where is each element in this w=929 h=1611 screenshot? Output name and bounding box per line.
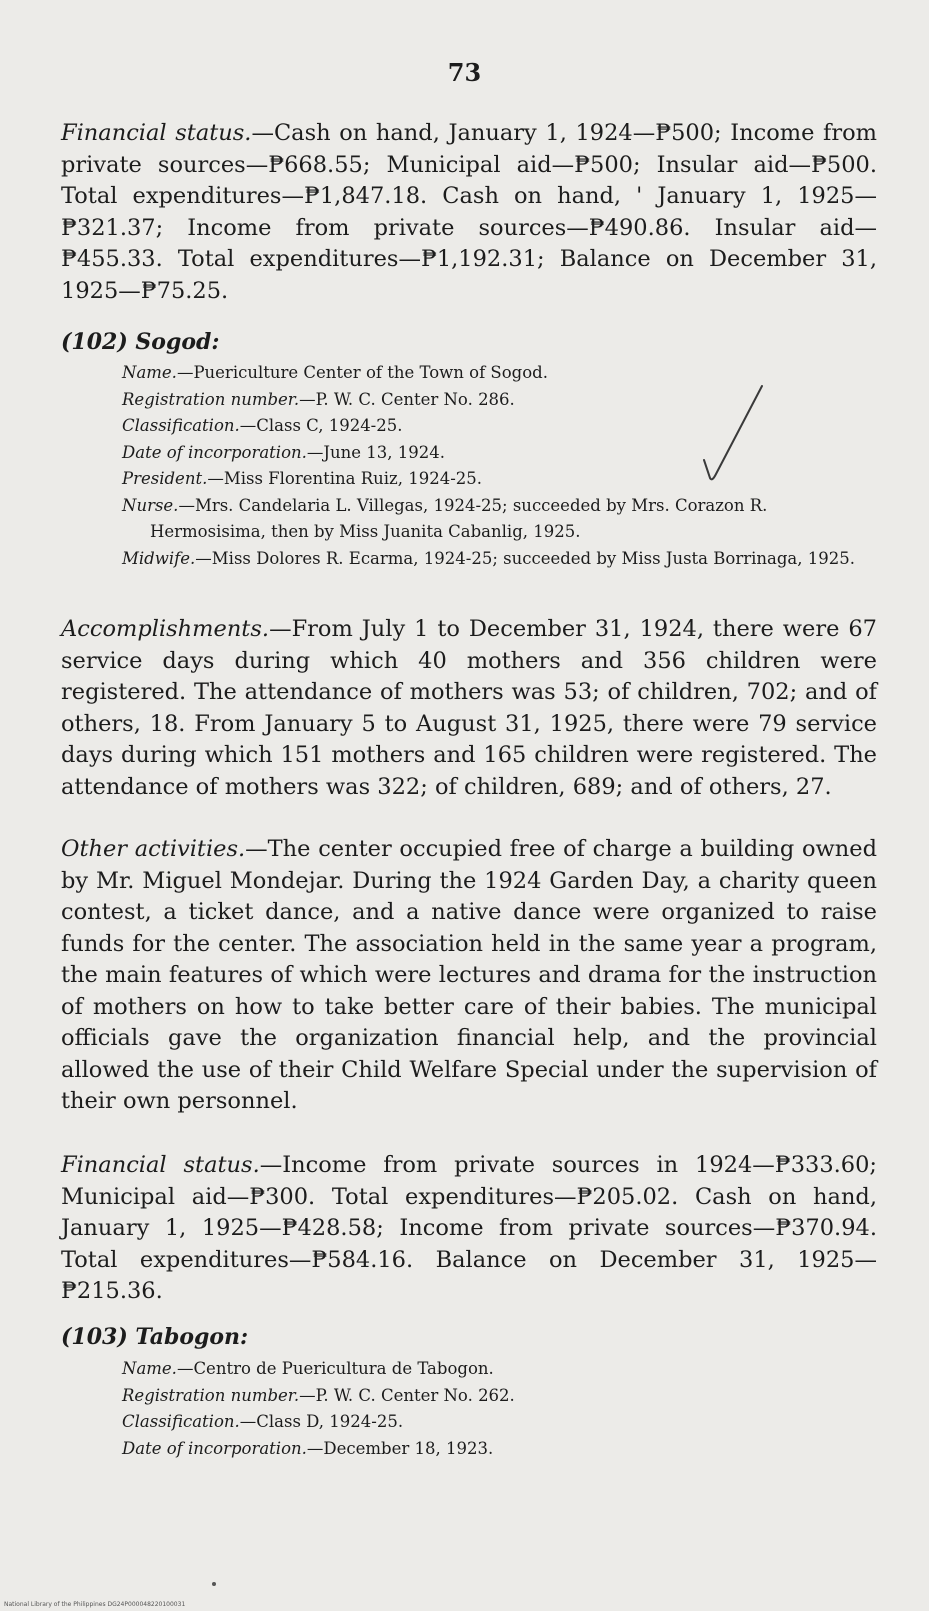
accomplishments-text: —From July 1 to December 31, 1924, there were 67 service days during which 40 mothers and 356 children were registered. The attendance of mothers was 53; of children, 702; and of others, 18. From January 5 to August 31, 1925, there were 79 service days during which 151 mothers and 165 children were registered. The attendance of mothers was 322; of children, 689; and of others, 27. xyxy=(61,616,877,800)
entry-value: —P. W. C. Center No. 262. xyxy=(299,1385,515,1405)
accomplishments-paragraph xyxy=(61,614,877,803)
detail-entry xyxy=(122,1409,877,1436)
entry-label: Registration number. xyxy=(122,1385,300,1405)
other-activities-heading: Other activities. xyxy=(61,836,246,862)
section-number-103: (103) xyxy=(61,1324,128,1350)
entry-label: Date of incorporation. xyxy=(122,442,307,462)
entry-label: Registration number. xyxy=(122,389,300,409)
entry-value: —December 18, 1923. xyxy=(306,1438,494,1458)
entry-label: Date of incorporation. xyxy=(122,1438,307,1458)
entry-label: President. xyxy=(122,469,208,488)
section-heading-sogod xyxy=(61,329,220,355)
detail-entry xyxy=(122,1383,877,1410)
entry-label: Nurse. xyxy=(122,495,179,515)
section-number-102: (102) xyxy=(61,329,128,355)
financial-status-heading-1: Financial status. xyxy=(61,120,252,146)
financial-status-text-2: —Income from private sources in 1924—₱333.60; Municipal aid—₱300. Total expenditures—₱205.02. Cash on hand, January 1, 1925—₱428.58; Income from private sources—₱370.94. Total expenditures—₱584.16. Balance on December 31, 1925—₱215.36. xyxy=(61,1152,877,1304)
entry-value: —Class C, 1924-25. xyxy=(239,416,403,435)
section-heading-tabogon xyxy=(61,1324,248,1350)
accomplishments-heading: Accomplishments. xyxy=(61,616,270,642)
financial-status-heading-2: Financial status. xyxy=(61,1152,260,1178)
entry-label: Classification. xyxy=(122,416,240,435)
entry-label: Classification. xyxy=(122,1412,240,1431)
entry-value: —June 13, 1924. xyxy=(306,442,446,462)
entry-label: Name. xyxy=(122,363,177,382)
scan-footer: National Library of the Philippines DG24P000048220100031 xyxy=(4,1601,186,1608)
entry-value: —Puericulture Center of the Town of Sogod. xyxy=(176,363,548,382)
entry-label: Name. xyxy=(122,1359,177,1378)
other-activities-paragraph xyxy=(61,834,877,1118)
section-name-tabogon: Tabogon: xyxy=(135,1324,249,1350)
detail-entry xyxy=(122,493,877,546)
checkmark-icon xyxy=(700,382,770,492)
financial-status-text-1: —Cash on hand, January 1, 1924—₱500; Income from private sources—₱668.55; Municipal aid—₱500; Insular aid—₱500. Total expenditures—₱1,847.18. Cash on hand, ' January 1, 1925—₱321.37; Income from private sources—₱490.86. Insular aid—₱455.33. Total expenditures—₱1,192.31; Balance on December 31, 1925—₱75.25. xyxy=(61,120,877,304)
tabogon-details xyxy=(122,1356,877,1462)
other-activities-text: —The center occupied free of charge a building owned by Mr. Miguel Mondejar. During the 1924 Garden Day, a charity queen contest, a ticket dance, and a native dance were organized to raise funds for the center. The association held in the same year a program, the main features of which were lectures and drama for the instruction of mothers on how to take better care of their babies. The municipal officials gave the organization financial help, and the provincial allowed the use of their Child Welfare Special under the supervision of their own personnel. xyxy=(61,836,877,1114)
detail-entry xyxy=(122,1356,877,1383)
detail-entry xyxy=(122,1436,877,1463)
entry-value: —Mrs. Candelaria L. Villegas, 1924-25; succeeded by Mrs. Corazon R. Hermosisima, then by Miss Juanita Cabanlig, 1925. xyxy=(150,495,768,541)
financial-status-paragraph-2 xyxy=(61,1150,877,1308)
detail-entry xyxy=(122,546,877,573)
section-name-sogod: Sogod: xyxy=(135,329,220,355)
entry-value: —Miss Dolores R. Ecarma, 1924-25; succeeded by Miss Justa Borrinaga, 1925. xyxy=(195,548,855,568)
entry-label: Midwife. xyxy=(122,548,196,568)
ink-dot xyxy=(212,1582,216,1586)
financial-status-paragraph-1 xyxy=(61,118,877,307)
page-number: 73 xyxy=(447,58,482,87)
entry-value: —Class D, 1924-25. xyxy=(239,1412,404,1431)
entry-value: —Miss Florentina Ruiz, 1924-25. xyxy=(207,469,483,488)
entry-value: —Centro de Puericultura de Tabogon. xyxy=(176,1359,494,1378)
entry-value: —P. W. C. Center No. 286. xyxy=(299,389,515,409)
